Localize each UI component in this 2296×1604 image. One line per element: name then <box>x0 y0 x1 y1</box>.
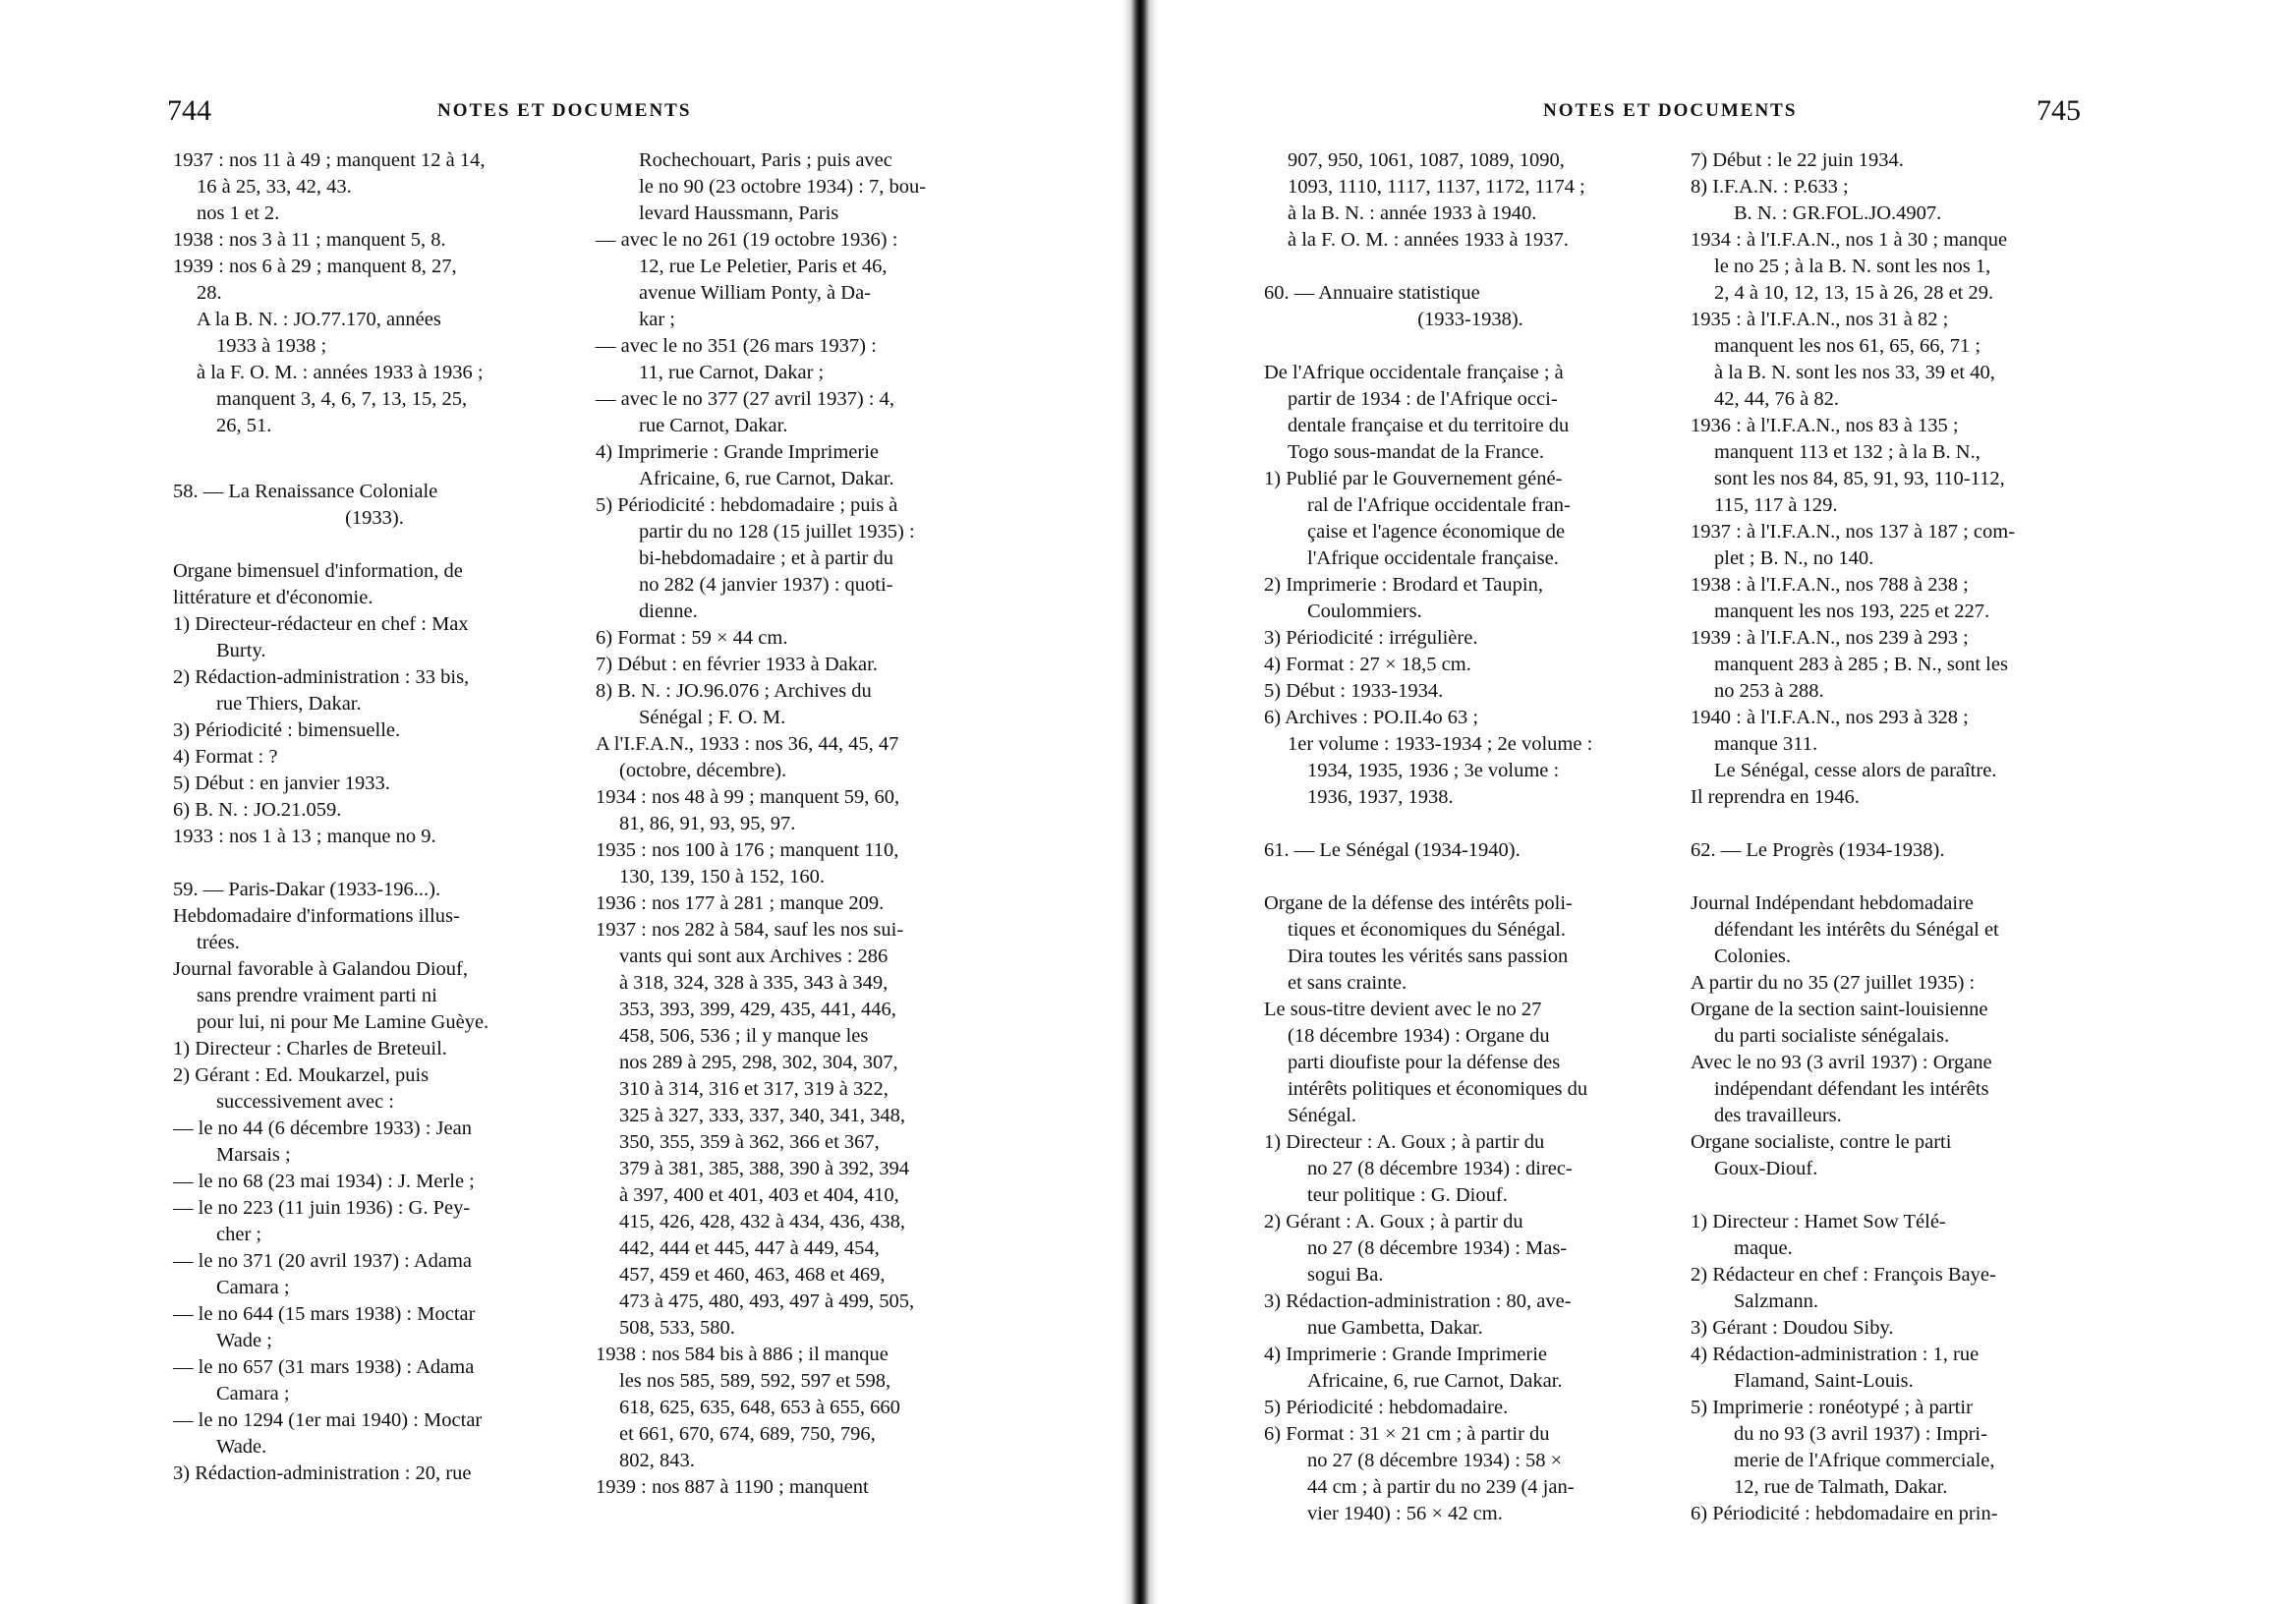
text-line: rue Carnot, Dakar. <box>639 415 788 436</box>
text-line: avenue William Ponty, à Da- <box>639 282 872 304</box>
text-line: 8) I.F.A.N. : P.633 ; <box>1691 176 1849 198</box>
text-line: 44 cm ; à partir du no 239 (4 jan- <box>1307 1476 1575 1498</box>
text-line: 1936 : nos 177 à 281 ; manque 209. <box>596 892 885 914</box>
text-line: 1) Directeur : Hamet Sow Télé- <box>1691 1211 1946 1232</box>
text-line: ral de l'Afrique occidentale fran- <box>1307 494 1571 516</box>
text-line: manquent les nos 61, 65, 66, 71 ; <box>1714 335 1981 357</box>
text-line: 457, 459 et 460, 463, 468 et 469, <box>619 1264 886 1286</box>
text-line: (1933). <box>345 507 404 529</box>
text-line: manque 311. <box>1714 733 1818 755</box>
text-line: Flamand, Saint-Louis. <box>1734 1370 1914 1392</box>
text-line: (18 décembre 1934) : Organe du <box>1288 1025 1550 1047</box>
text-line: Colonies. <box>1714 945 1792 967</box>
text-line: 2) Gérant : Ed. Moukarzel, puis <box>173 1064 430 1086</box>
text-line: 5) Imprimerie : ronéotypé ; à partir <box>1691 1397 1973 1418</box>
text-line: trées. <box>197 932 240 953</box>
text-line: 1933 : nos 1 à 13 ; manque no 9. <box>173 826 436 847</box>
text-line: — le no 223 (11 juin 1936) : G. Pey- <box>173 1197 471 1219</box>
text-line: 3) Gérant : Doudou Siby. <box>1691 1317 1894 1339</box>
text-line: à 397, 400 et 401, 403 et 404, 410, <box>619 1184 899 1206</box>
text-line: 12, rue de Talmath, Dakar. <box>1734 1476 1948 1498</box>
text-line: 5) Périodicité : hebdomadaire ; puis à <box>596 494 898 516</box>
text-line: 1937 : nos 282 à 584, sauf les nos sui- <box>596 919 904 941</box>
text-line: 6) Périodicité : hebdomadaire en prin- <box>1691 1503 1998 1524</box>
text-line: no 27 (8 décembre 1934) : direc- <box>1307 1158 1573 1179</box>
text-line: 115, 117 à 129. <box>1714 494 1838 516</box>
text-line: — le no 644 (15 mars 1938) : Moctar <box>173 1303 476 1325</box>
text-line: 1937 : nos 11 à 49 ; manquent 12 à 14, <box>173 149 486 171</box>
text-line: 7) Début : le 22 juin 1934. <box>1691 149 1904 171</box>
text-line: 802, 843. <box>619 1450 695 1471</box>
text-line: nos 289 à 295, 298, 302, 304, 307, <box>619 1052 898 1073</box>
text-line: — avec le no 351 (26 mars 1937) : <box>596 335 877 357</box>
text-line: maque. <box>1734 1237 1793 1259</box>
text-line: 1939 : nos 6 à 29 ; manquent 8, 27, <box>173 256 457 277</box>
text-line: 473 à 475, 480, 493, 497 à 499, 505, <box>619 1290 915 1312</box>
text-line: sont les nos 84, 85, 91, 93, 110-112, <box>1714 468 2005 489</box>
text-line: Sénégal ; F. O. M. <box>639 707 786 728</box>
text-line: 60. — Annuaire statistique <box>1264 282 1480 304</box>
text-line: 2) Imprimerie : Brodard et Taupin, <box>1264 574 1543 596</box>
text-line: les nos 585, 589, 592, 597 et 598, <box>619 1370 891 1392</box>
text-line: vier 1940) : 56 × 42 cm. <box>1307 1503 1503 1524</box>
text-line: Organe de la défense des intérêts poli- <box>1264 892 1573 914</box>
text-line: littérature et d'économie. <box>173 587 373 608</box>
text-line: 353, 393, 399, 429, 435, 441, 446, <box>619 999 896 1020</box>
text-line: 58. — La Renaissance Coloniale <box>173 481 438 502</box>
text-line: 6) B. N. : JO.21.059. <box>173 799 342 821</box>
text-line: 2, 4 à 10, 12, 13, 15 à 26, 28 et 29. <box>1714 282 1994 304</box>
text-line: tiques et économiques du Sénégal. <box>1288 919 1566 941</box>
text-line: Il reprendra en 1946. <box>1691 786 1860 808</box>
left-column-2 <box>596 147 989 1501</box>
right-column-2 <box>1691 147 2103 1527</box>
text-line: 1935 : à l'I.F.A.N., nos 31 à 82 ; <box>1691 309 1949 330</box>
text-line: 1939 : nos 887 à 1190 ; manquent <box>596 1476 869 1498</box>
text-line: no 27 (8 décembre 1934) : 58 × <box>1307 1450 1563 1471</box>
text-line: 5) Début : 1933-1934. <box>1264 680 1444 702</box>
text-line: 1) Directeur : A. Goux ; à partir du <box>1264 1131 1545 1153</box>
text-line: 7) Début : en février 1933 à Dakar. <box>596 654 878 675</box>
text-line: 11, rue Carnot, Dakar ; <box>639 362 825 383</box>
text-line: du no 93 (3 avril 1937) : Impri- <box>1734 1423 1987 1445</box>
text-line: 5) Périodicité : hebdomadaire. <box>1264 1397 1509 1418</box>
text-line: le no 25 ; à la B. N. sont les nos 1, <box>1714 256 1991 277</box>
text-line: bi-hebdomadaire ; et à partir du <box>639 547 893 569</box>
text-line: 1) Directeur-rédacteur en chef : Max <box>173 613 469 635</box>
text-line: à la F. O. M. : années 1933 à 1937. <box>1288 229 1569 251</box>
text-line: indépendant défendant les intérêts <box>1714 1078 1989 1100</box>
text-line: Dira toutes les vérités sans passion <box>1288 945 1569 967</box>
text-line: 2) Rédacteur en chef : François Baye- <box>1691 1264 1996 1286</box>
text-line: 16 à 25, 33, 42, 43. <box>197 176 352 198</box>
text-line: 1er volume : 1933-1934 ; 2e volume : <box>1288 733 1593 755</box>
text-line: Coulommiers. <box>1307 601 1422 622</box>
text-line: à la B. N. : année 1933 à 1940. <box>1288 202 1537 224</box>
text-line: A l'I.F.A.N., 1933 : nos 36, 44, 45, 47 <box>596 733 899 755</box>
left-column-1 <box>173 147 576 1487</box>
text-line: l'Afrique occidentale française. <box>1307 547 1559 569</box>
text-line: — le no 44 (6 décembre 1933) : Jean <box>173 1117 472 1139</box>
text-line: manquent 3, 4, 6, 7, 13, 15, 25, <box>216 388 468 410</box>
text-line: no 253 à 288. <box>1714 680 1824 702</box>
text-line: teur politique : G. Diouf. <box>1307 1184 1508 1206</box>
text-line: 26, 51. <box>216 415 272 436</box>
text-line: çaise et l'agence économique de <box>1307 521 1566 543</box>
text-line: 1940 : à l'I.F.A.N., nos 293 à 328 ; <box>1691 707 1969 728</box>
text-line: manquent 283 à 285 ; B. N., sont les <box>1714 654 2008 675</box>
text-line: 1935 : nos 100 à 176 ; manquent 110, <box>596 839 899 861</box>
page-number-right: 745 <box>2037 94 2081 127</box>
text-line: Africaine, 6, rue Carnot, Dakar. <box>639 468 894 489</box>
text-line: Camara ; <box>216 1277 290 1298</box>
text-line: 458, 506, 536 ; il y manque les <box>619 1025 869 1047</box>
text-line: parti dioufiste pour la défense des <box>1288 1052 1561 1073</box>
text-line: — le no 1294 (1er mai 1940) : Moctar <box>173 1409 483 1431</box>
text-line: 379 à 381, 385, 388, 390 à 392, 394 <box>619 1158 909 1179</box>
text-line: — le no 68 (23 mai 1934) : J. Merle ; <box>173 1171 475 1192</box>
text-line: Journal Indépendant hebdomadaire <box>1691 892 1975 914</box>
text-line: Wade ; <box>216 1330 272 1351</box>
text-line: Burty. <box>216 640 266 661</box>
text-line: 3) Rédaction-administration : 20, rue <box>173 1462 472 1484</box>
text-line: partir du no 128 (15 juillet 1935) : <box>639 521 915 543</box>
text-line: 6) Archives : PO.II.4o 63 ; <box>1264 707 1479 728</box>
text-line: kar ; <box>639 309 675 330</box>
text-line: manquent 113 et 132 ; à la B. N., <box>1714 441 1980 463</box>
text-line: à la B. N. sont les nos 33, 39 et 40, <box>1714 362 1995 383</box>
text-line: 3) Périodicité : bimensuelle. <box>173 719 401 741</box>
text-line: — le no 371 (20 avril 1937) : Adama <box>173 1250 473 1272</box>
book-gutter <box>1101 0 1179 1604</box>
text-line: 1933 à 1938 ; <box>216 335 327 357</box>
text-line: 310 à 314, 316 et 317, 319 à 322, <box>619 1078 889 1100</box>
text-line: no 27 (8 décembre 1934) : Mas- <box>1307 1237 1568 1259</box>
text-line: levard Haussmann, Paris <box>639 202 839 224</box>
text-line: 350, 355, 359 à 362, 366 et 367, <box>619 1131 880 1153</box>
text-line: Wade. <box>216 1436 267 1458</box>
text-line: sans prendre vraiment parti ni <box>197 985 437 1006</box>
text-line: 1936 : à l'I.F.A.N., nos 83 à 135 ; <box>1691 415 1959 436</box>
text-line: — le no 657 (31 mars 1938) : Adama <box>173 1356 475 1378</box>
text-line: le no 90 (23 octobre 1934) : 7, bou- <box>639 176 927 198</box>
text-line: 442, 444 et 445, 447 à 449, 454, <box>619 1237 880 1259</box>
text-line: 325 à 327, 333, 337, 340, 341, 348, <box>619 1105 905 1126</box>
text-line: B. N. : GR.FOL.JO.4907. <box>1734 202 1942 224</box>
text-line: 2) Rédaction-administration : 33 bis, <box>173 666 470 688</box>
text-line: 59. — Paris-Dakar (1933-196...). <box>173 879 441 900</box>
text-line: 130, 139, 150 à 152, 160. <box>619 866 825 888</box>
text-line: Marsais ; <box>216 1144 291 1166</box>
text-line: — avec le no 377 (27 avril 1937) : 4, <box>596 388 895 410</box>
text-line: Avec le no 93 (3 avril 1937) : Organe <box>1691 1052 1992 1073</box>
right-page <box>1179 0 2296 1604</box>
text-line: Organe bimensuel d'information, de <box>173 560 463 582</box>
text-line: Le sous-titre devient avec le no 27 <box>1264 999 1542 1020</box>
text-line: 508, 533, 580. <box>619 1317 735 1339</box>
text-line: Organe de la section saint-louisienne <box>1691 999 1988 1020</box>
text-line: 6) Format : 31 × 21 cm ; à partir du <box>1264 1423 1550 1445</box>
text-line: Goux-Diouf. <box>1714 1158 1818 1179</box>
text-line: 3) Périodicité : irrégulière. <box>1264 627 1478 649</box>
text-line: rue Thiers, Dakar. <box>216 693 362 715</box>
text-line: 42, 44, 76 à 82. <box>1714 388 1839 410</box>
text-line: (1933-1938). <box>1417 309 1523 330</box>
text-line: 4) Imprimerie : Grande Imprimerie <box>596 441 880 463</box>
running-head-right: NOTES ET DOCUMENTS <box>1543 100 1798 121</box>
text-line: à 318, 324, 328 à 335, 343 à 349, <box>619 972 889 994</box>
text-line: nue Gambetta, Dakar. <box>1307 1317 1483 1339</box>
page-number-left: 744 <box>167 94 211 127</box>
text-line: 4) Format : 27 × 18,5 cm. <box>1264 654 1471 675</box>
text-line: à la F. O. M. : années 1933 à 1936 ; <box>197 362 484 383</box>
text-line: des travailleurs. <box>1714 1105 1842 1126</box>
text-line: 1934, 1935, 1936 ; 3e volume : <box>1307 760 1560 781</box>
text-line: 62. — Le Progrès (1934-1938). <box>1691 839 1945 861</box>
text-line: dentale française et du territoire du <box>1288 415 1570 436</box>
text-line: 6) Format : 59 × 44 cm. <box>596 627 788 649</box>
text-line: 415, 426, 428, 432 à 434, 436, 438, <box>619 1211 905 1232</box>
text-line: 1936, 1937, 1938. <box>1307 786 1454 808</box>
text-line: successivement avec : <box>216 1091 395 1113</box>
text-line: 3) Rédaction-administration : 80, ave- <box>1264 1290 1572 1312</box>
text-line: 1934 : à l'I.F.A.N., nos 1 à 30 ; manque <box>1691 229 2008 251</box>
text-line: Africaine, 6, rue Carnot, Dakar. <box>1307 1370 1563 1392</box>
text-line: défendant les intérêts du Sénégal et <box>1714 919 1999 941</box>
text-line: et 661, 670, 674, 689, 750, 796, <box>619 1423 876 1445</box>
text-line: intérêts politiques et économiques du <box>1288 1078 1588 1100</box>
text-line: plet ; B. N., no 140. <box>1714 547 1874 569</box>
text-line: 4) Rédaction-administration : 1, rue <box>1691 1344 1980 1365</box>
text-line: 1938 : à l'I.F.A.N., nos 788 à 238 ; <box>1691 574 1969 596</box>
text-line: partir de 1934 : de l'Afrique occi- <box>1288 388 1558 410</box>
text-line: vants qui sont aux Archives : 286 <box>619 945 889 967</box>
text-line: 2) Gérant : A. Goux ; à partir du <box>1264 1211 1523 1232</box>
text-line: Hebdomadaire d'informations illus- <box>173 905 460 927</box>
text-line: 1938 : nos 584 bis à 886 ; il manque <box>596 1344 889 1365</box>
text-line: 8) B. N. : JO.96.076 ; Archives du <box>596 680 872 702</box>
text-line: Organe socialiste, contre le parti <box>1691 1131 1952 1153</box>
text-line: no 282 (4 janvier 1937) : quoti- <box>639 574 893 596</box>
text-line: 907, 950, 1061, 1087, 1089, 1090, <box>1288 149 1565 171</box>
text-line: 12, rue Le Peletier, Paris et 46, <box>639 256 888 277</box>
text-line: 1934 : nos 48 à 99 ; manquent 59, 60, <box>596 786 900 808</box>
text-line: De l'Afrique occidentale française ; à <box>1264 362 1564 383</box>
text-line: 618, 625, 635, 648, 653 à 655, 660 <box>619 1397 900 1418</box>
text-line: — avec le no 261 (19 octobre 1936) : <box>596 229 898 251</box>
text-line: Rochechouart, Paris ; puis avec <box>639 149 892 171</box>
text-line: 81, 86, 91, 93, 95, 97. <box>619 813 796 834</box>
text-line: Togo sous-mandat de la France. <box>1288 441 1545 463</box>
text-line: 1) Publié par le Gouvernement géné- <box>1264 468 1563 489</box>
text-line: du parti socialiste sénégalais. <box>1714 1025 1950 1047</box>
text-line: 4) Imprimerie : Grande Imprimerie <box>1264 1344 1548 1365</box>
text-line: A partir du no 35 (27 juillet 1935) : <box>1691 972 1976 994</box>
text-line: 1939 : à l'I.F.A.N., nos 239 à 293 ; <box>1691 627 1969 649</box>
text-line: 61. — Le Sénégal (1934-1940). <box>1264 839 1521 861</box>
text-line: cher ; <box>216 1224 262 1245</box>
text-line: 5) Début : en janvier 1933. <box>173 773 390 794</box>
text-line: Journal favorable à Galandou Diouf, <box>173 958 468 980</box>
text-line: merie de l'Afrique commerciale, <box>1734 1450 1995 1471</box>
text-line: A la B. N. : JO.77.170, années <box>197 309 441 330</box>
text-line: Sénégal. <box>1288 1105 1357 1126</box>
text-line: Le Sénégal, cesse alors de paraître. <box>1714 760 1997 781</box>
text-line: Salzmann. <box>1734 1290 1818 1312</box>
right-column-1 <box>1264 147 1677 1527</box>
text-line: sogui Ba. <box>1307 1264 1384 1286</box>
text-line: nos 1 et 2. <box>197 202 280 224</box>
text-line: et sans crainte. <box>1288 972 1407 994</box>
text-line: 1937 : à l'I.F.A.N., nos 137 à 187 ; com- <box>1691 521 2016 543</box>
text-line: dienne. <box>639 601 698 622</box>
text-line: 1093, 1110, 1117, 1137, 1172, 1174 ; <box>1288 176 1585 198</box>
text-line: (octobre, décembre). <box>619 760 787 781</box>
text-line: pour lui, ni pour Me Lamine Guèye. <box>197 1011 489 1033</box>
text-line: 1) Directeur : Charles de Breteuil. <box>173 1038 447 1060</box>
text-line: 28. <box>197 282 222 304</box>
running-head-left: NOTES ET DOCUMENTS <box>437 100 692 121</box>
text-line: manquent les nos 193, 225 et 227. <box>1714 601 1990 622</box>
text-line: Camara ; <box>216 1383 290 1404</box>
left-page <box>0 0 1101 1604</box>
text-line: 1938 : nos 3 à 11 ; manquent 5, 8. <box>173 229 446 251</box>
text-line: 4) Format : ? <box>173 746 278 768</box>
